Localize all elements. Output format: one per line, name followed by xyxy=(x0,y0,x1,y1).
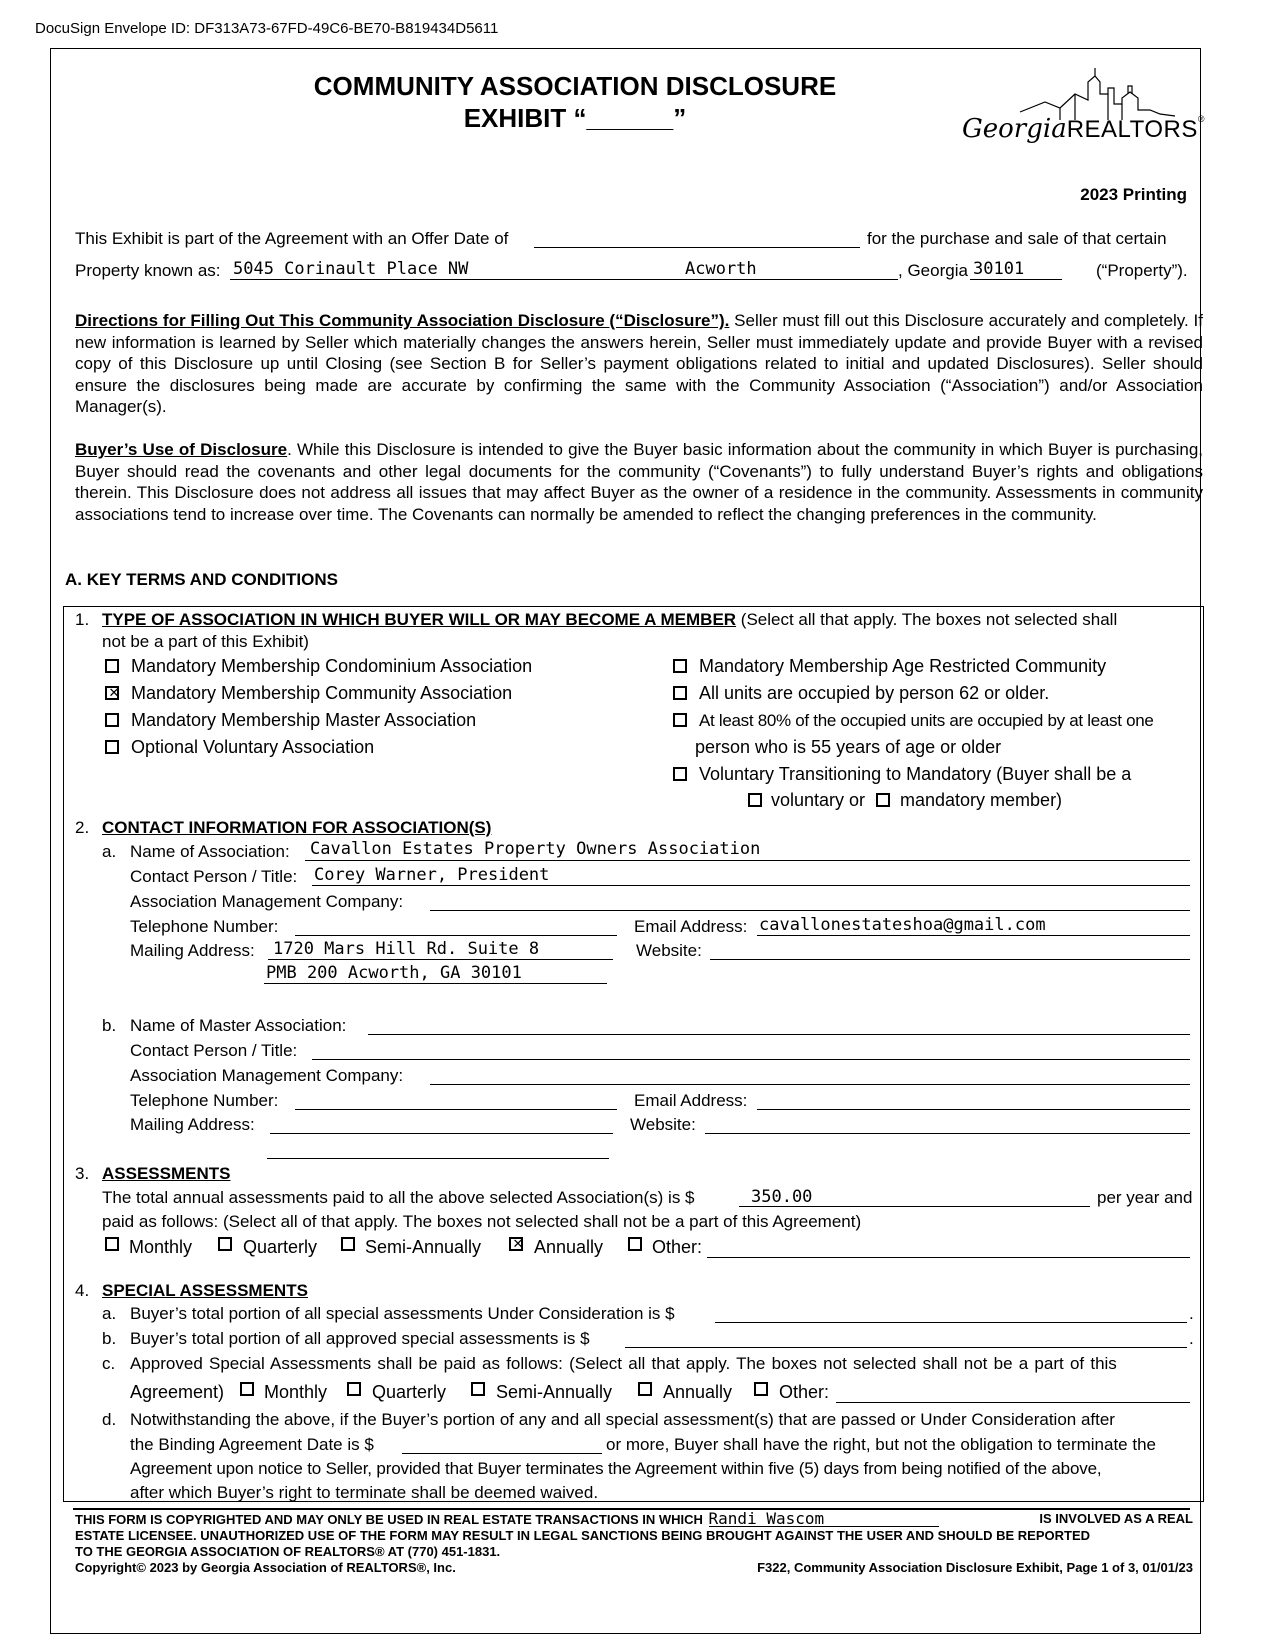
special-quarterly-label: Quarterly xyxy=(372,1382,447,1402)
website-label: Website: xyxy=(636,941,702,960)
mandatory-member-checkbox[interactable] xyxy=(876,793,890,807)
age-55-checkbox[interactable] xyxy=(673,713,687,727)
telephone-label: Telephone Number: xyxy=(130,917,279,936)
s4c-agreement: Agreement) xyxy=(130,1382,225,1402)
per-year-label: per year and xyxy=(1097,1188,1193,1207)
s2b-letter: b. xyxy=(102,1016,117,1035)
master-website-field[interactable] xyxy=(705,1133,1190,1134)
mailing-address-field[interactable] xyxy=(268,959,613,960)
assessment-annually-label: Annually xyxy=(534,1237,604,1257)
directions-heading: Directions for Filling Out This Community Association Disclosure (“Disclosure”). xyxy=(75,311,730,330)
voluntary-transitioning-label: Voluntary Transitioning to Mandatory (Buyer shall be a xyxy=(699,764,1132,784)
website-field[interactable] xyxy=(710,959,1190,960)
s2-number: 2. xyxy=(75,818,90,837)
master-association-name-field[interactable] xyxy=(368,1034,1190,1035)
assessment-monthly-checkbox[interactable] xyxy=(105,1237,119,1251)
footer-line2: ESTATE LICENSEE. UNAUTHORIZED USE OF THE FORM MAY RESULT IN LEGAL SANCTIONS BEING BROUGHT AGAINST THE USER AND SHOULD BE REPORTED xyxy=(75,1528,1091,1543)
section-a-heading: A. KEY TERMS AND CONDITIONS xyxy=(65,570,338,589)
exhibit-label: EXHIBIT “______” xyxy=(463,103,687,133)
logo-wordmark: GeorgiaREALTORS® xyxy=(962,114,1205,144)
buyers-use-body: . While this Disclosure is intended to give the Buyer basic information about the community in which Buyer is purchasing, Buyer should read the covenants and other legal documents for the community (“Covenants”) to fully understand Buyer’s rights and obligations therein. This Disclosure does not address all issues that may affect Buyer as the owner of a residence in the community. Assessments in community associations tend to increase over time. The Covenants can normally be amended to reflect the changing preferences in the community. xyxy=(75,440,1203,524)
footer-line1a: THIS FORM IS COPYRIGHTED AND MAY ONLY BE USED IN REAL ESTATE TRANSACTIONS IN WHICH xyxy=(75,1512,703,1527)
master-telephone-label: Telephone Number: xyxy=(130,1091,279,1110)
s4c-letter: c. xyxy=(102,1354,116,1373)
association-name-label: Name of Association: xyxy=(130,842,290,861)
licensee-name: Randi Wascom xyxy=(709,1511,939,1527)
property-label: (“Property”). xyxy=(1096,261,1188,280)
special-annually-label: Annually xyxy=(663,1382,733,1402)
buyers-use-paragraph xyxy=(75,439,1203,525)
s3-heading: ASSESSMENTS xyxy=(102,1164,231,1183)
footer-form-id: F322, Community Association Disclosure Exhibit, Page 1 of 3, 01/01/23 xyxy=(757,1560,1193,1575)
assessment-line2: paid as follows: (Select all of that apply. The boxes not selected shall not be a part of this Agreement) xyxy=(102,1212,862,1231)
footer-rule xyxy=(73,1508,1190,1510)
offer-date-field[interactable] xyxy=(534,247,860,248)
s4d-line3: Agreement upon notice to Seller, provided that Buyer terminates the Agreement within five (5) days from being notified of the above, xyxy=(130,1459,1102,1478)
s4d-letter: d. xyxy=(102,1410,117,1429)
telephone-field[interactable] xyxy=(295,935,617,936)
assessment-semiannually-checkbox[interactable] xyxy=(341,1237,355,1251)
master-mailing-field[interactable] xyxy=(270,1133,613,1134)
contact-person-label: Contact Person / Title: xyxy=(130,867,298,886)
age-restricted-checkbox[interactable] xyxy=(673,659,687,673)
age-62-label: All units are occupied by person 62 or older. xyxy=(699,683,1050,703)
assessment-annually-checkbox[interactable] xyxy=(509,1237,523,1251)
special-monthly-checkbox[interactable] xyxy=(240,1382,254,1396)
master-association-name-label: Name of Master Association: xyxy=(130,1016,347,1035)
s4d-line4: after which Buyer’s right to terminate shall be deemed waived. xyxy=(130,1483,599,1502)
s1-heading: TYPE OF ASSOCIATION IN WHICH BUYER WILL OR MAY BECOME A MEMBER xyxy=(102,610,737,629)
contact-person-field[interactable] xyxy=(312,885,1190,886)
s4-number: 4. xyxy=(75,1281,90,1300)
s4b-letter: b. xyxy=(102,1329,117,1348)
association-name-value: Cavallon Estates Property Owners Association xyxy=(310,839,761,859)
special-quarterly-checkbox[interactable] xyxy=(347,1382,361,1396)
buyers-use-heading: Buyer’s Use of Disclosure xyxy=(75,440,288,459)
envelope-id: DocuSign Envelope ID: DF313A73-67FD-49C6-BE70-B819434D5611 xyxy=(35,20,499,37)
special-semiannually-label: Semi-Annually xyxy=(496,1382,613,1402)
printing-year: 2023 Printing xyxy=(1080,185,1187,204)
assessment-line1: The total annual assessments paid to all the above selected Association(s) is $ xyxy=(102,1188,695,1207)
special-monthly-label: Monthly xyxy=(264,1382,328,1402)
s1-heading-line xyxy=(102,609,1117,630)
assessment-other-label: Other: xyxy=(652,1237,703,1257)
email-field[interactable] xyxy=(757,935,1190,936)
termination-threshold-field[interactable] xyxy=(402,1453,602,1454)
assessment-other-field[interactable] xyxy=(707,1257,1190,1258)
email-label: Email Address: xyxy=(634,917,748,936)
zip-field[interactable] xyxy=(970,279,1062,280)
special-other-field[interactable] xyxy=(836,1402,1190,1403)
age-55-label: At least 80% of the occupied units are occupied by at least one xyxy=(699,711,1154,730)
master-mgmt-field[interactable] xyxy=(430,1084,1190,1085)
s2a-letter: a. xyxy=(102,842,117,861)
under-consideration-field[interactable] xyxy=(715,1322,1187,1323)
s1-note-cont: not be a part of this Exhibit) xyxy=(102,632,309,651)
s4b-period: . xyxy=(1189,1329,1194,1348)
s4a-letter: a. xyxy=(102,1304,117,1323)
community-association-checkbox[interactable] xyxy=(105,686,119,700)
s4d-line2b: or more, Buyer shall have the right, but not the obligation to terminate the xyxy=(606,1435,1156,1454)
footer-copyright: Copyright© 2023 by Georgia Association of REALTORS®, Inc. xyxy=(75,1560,456,1575)
master-contact-label: Contact Person / Title: xyxy=(130,1041,298,1060)
voluntary-member-label: voluntary or xyxy=(771,790,866,810)
assessment-monthly-label: Monthly xyxy=(129,1237,193,1257)
master-mailing-label: Mailing Address: xyxy=(130,1115,255,1134)
age-55-label-cont: person who is 55 years of age or older xyxy=(695,737,1002,757)
age-restricted-label: Mandatory Membership Age Restricted Community xyxy=(699,656,1107,676)
s4d-line2a: the Binding Agreement Date is $ xyxy=(130,1435,374,1454)
master-telephone-field[interactable] xyxy=(295,1109,617,1110)
s4c-text: Approved Special Assessments shall be paid as follows: (Select all that apply. The boxes not selected shall not be a part of this xyxy=(130,1354,1117,1373)
master-email-field[interactable] xyxy=(757,1109,1190,1110)
footer-copyright-notice xyxy=(75,1511,1193,1576)
s1-note: (Select all that apply. The boxes not selected shall xyxy=(736,610,1118,629)
mailing-address-label: Mailing Address: xyxy=(130,941,255,960)
assessment-semiannually-label: Semi-Annually xyxy=(365,1237,482,1257)
assessment-quarterly-checkbox[interactable] xyxy=(218,1237,232,1251)
optional-voluntary-label: Optional Voluntary Association xyxy=(131,737,375,757)
assessment-quarterly-label: Quarterly xyxy=(243,1237,318,1257)
email-value: cavallonestateshoa@gmail.com xyxy=(759,915,1046,935)
zip-value: 30101 xyxy=(973,259,1025,279)
s2-heading: CONTACT INFORMATION FOR ASSOCIATION(S) xyxy=(102,818,492,837)
approved-special-field[interactable] xyxy=(625,1347,1187,1348)
optional-voluntary-checkbox[interactable] xyxy=(105,740,119,754)
management-company-label: Association Management Company: xyxy=(130,892,404,911)
s4a-period: . xyxy=(1189,1304,1194,1323)
intro-line2-label: Property known as: xyxy=(75,261,221,280)
master-association-checkbox[interactable] xyxy=(105,713,119,727)
mailing-address-value-2: PMB 200 Acworth, GA 30101 xyxy=(266,963,522,983)
assessment-amount-value: 350.00 xyxy=(751,1187,813,1207)
association-name-field[interactable] xyxy=(305,860,1190,861)
property-address-field[interactable] xyxy=(230,279,898,280)
footer-line3: TO THE GEORGIA ASSOCIATION OF REALTORS® AT (770) 451-1831. xyxy=(75,1544,501,1559)
state-label: , Georgia xyxy=(898,261,968,280)
voluntary-member-checkbox[interactable] xyxy=(748,793,762,807)
condominium-label: Mandatory Membership Condominium Association xyxy=(131,656,533,676)
condominium-checkbox[interactable] xyxy=(105,659,119,673)
master-mgmt-label: Association Management Company: xyxy=(130,1066,404,1085)
s1-number: 1. xyxy=(75,610,90,629)
s4-heading: SPECIAL ASSESSMENTS xyxy=(102,1281,308,1300)
age-62-checkbox[interactable] xyxy=(673,686,687,700)
s3-number: 3. xyxy=(75,1164,90,1183)
special-annually-checkbox[interactable] xyxy=(638,1382,652,1396)
intro-line1-label: This Exhibit is part of the Agreement with an Offer Date of xyxy=(75,229,509,248)
mailing-address-field-2[interactable] xyxy=(264,983,607,984)
community-association-label: Mandatory Membership Community Association xyxy=(131,683,513,703)
directions-paragraph xyxy=(75,310,1203,418)
s4d-line1: Notwithstanding the above, if the Buyer’s portion of any and all special assessment(s) that are passed or Under Consideration after xyxy=(130,1410,1115,1429)
property-city-value: Acworth xyxy=(685,259,757,279)
footer-line1b: IS INVOLVED AS A REAL xyxy=(1039,1511,1193,1526)
special-semiannually-checkbox[interactable] xyxy=(471,1382,485,1396)
directions-body: Seller must fill out this Disclosure accurately and completely. If new information is learned by Seller which materially changes the answers herein, Seller must immediately update and provide Buyer with a revised copy of this Disclosure up until Closing (see Section B for Seller’s payment obligations related to initial and updated Disclosures). Seller should ensure the disclosures being made are accurate by confirming the same with the Community Association (“Association”) and/or Association Manager(s). xyxy=(75,311,1203,416)
assessment-other-checkbox[interactable] xyxy=(628,1237,642,1251)
master-association-label: Mandatory Membership Master Association xyxy=(131,710,477,730)
property-address-value: 5045 Corinault Place NW xyxy=(233,259,469,279)
georgia-realtors-logo xyxy=(962,64,1205,164)
mandatory-member-label: mandatory member) xyxy=(900,790,1063,810)
special-other-label: Other: xyxy=(779,1382,830,1402)
s4a-text: Buyer’s total portion of all special assessments Under Consideration is $ xyxy=(130,1304,675,1323)
master-contact-field[interactable] xyxy=(312,1059,1190,1060)
voluntary-transitioning-checkbox[interactable] xyxy=(673,767,687,781)
special-other-checkbox[interactable] xyxy=(754,1382,768,1396)
document-title: COMMUNITY ASSOCIATION DISCLOSURE xyxy=(313,71,837,101)
master-mailing-field-2[interactable] xyxy=(267,1158,609,1159)
s4b-text: Buyer’s total portion of all approved special assessments is $ xyxy=(130,1329,590,1348)
intro-line1-tail: for the purchase and sale of that certain xyxy=(867,229,1167,248)
management-company-field[interactable] xyxy=(430,910,1190,911)
master-email-label: Email Address: xyxy=(634,1091,748,1110)
master-website-label: Website: xyxy=(630,1115,696,1134)
contact-person-value: Corey Warner, President xyxy=(314,865,550,885)
mailing-address-value: 1720 Mars Hill Rd. Suite 8 xyxy=(273,939,540,959)
